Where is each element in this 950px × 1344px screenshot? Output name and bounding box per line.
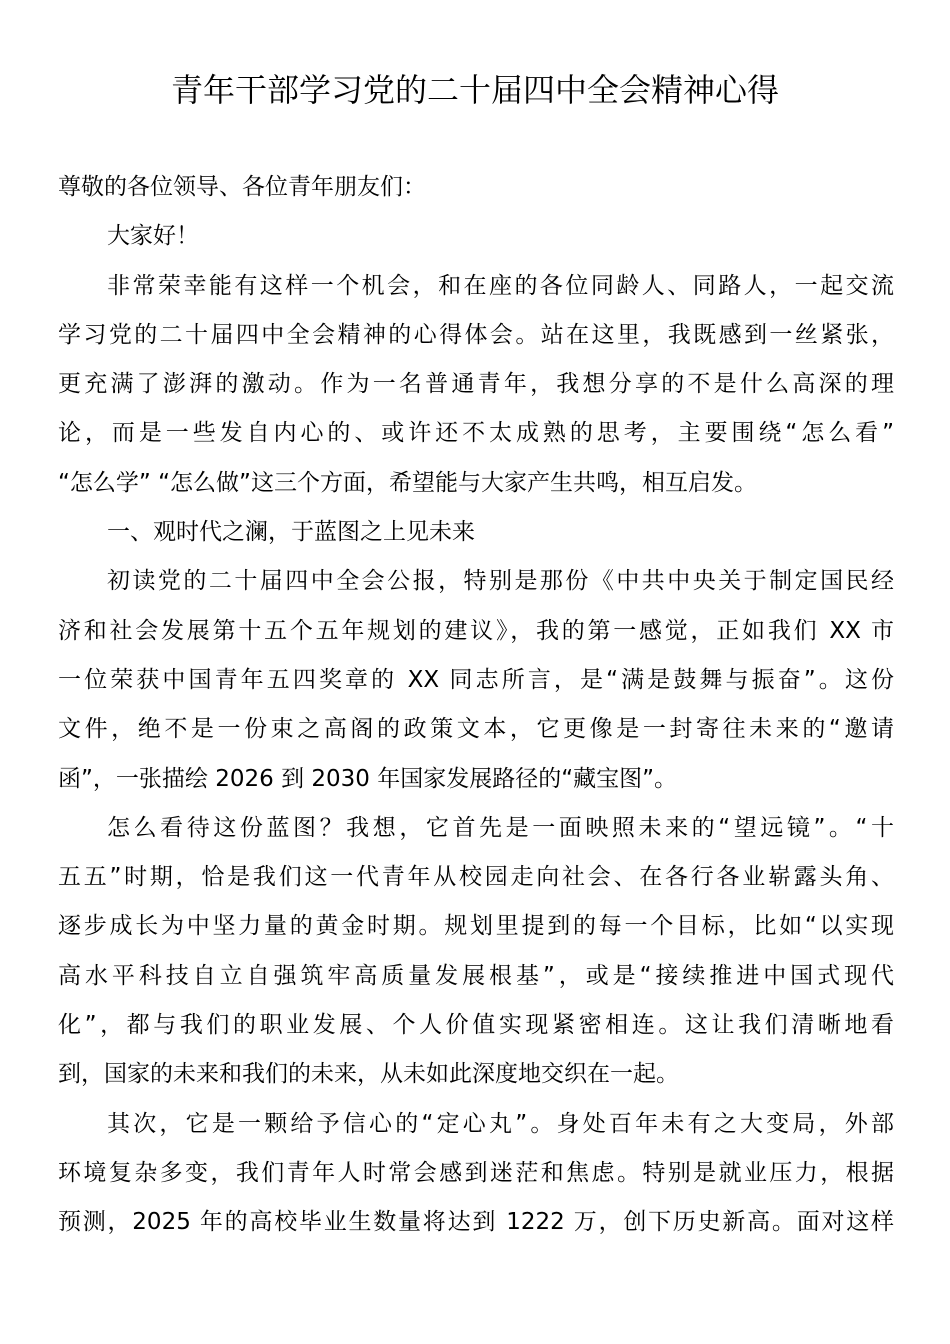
paragraph-line [58, 1198, 894, 1247]
line-text: 到，国家的未来和我们的未来，从未如此深度地交织在一起。 [58, 1061, 679, 1088]
line-text: 高水平科技自立自强筑牢高质量发展根基”，或是“接续推进中国式现代 [58, 962, 894, 989]
greeting-line [58, 212, 894, 261]
paragraph-line [58, 755, 894, 804]
line-text: 大家好！ [107, 223, 199, 250]
line-text: 非常荣幸能有这样一个机会，和在座的各位同龄人、同路人，一起交流 [107, 272, 894, 299]
line-text: 一、观时代之澜，于蓝图之上见未来 [107, 519, 475, 546]
line-text: 文件，绝不是一份束之高阁的政策文本，它更像是一封寄往未来的“邀请 [58, 716, 894, 743]
line-text: 学习党的二十届四中全会精神的心得体会。站在这里，我既感到一丝紧张， [58, 321, 894, 348]
paragraph-line [58, 409, 894, 458]
line-text: 环境复杂多变，我们青年人时常会感到迷茫和焦虑。特别是就业压力，根据 [58, 1159, 894, 1186]
line-text: 其次，它是一颗给予信心的“定心丸”。身处百年未有之大变局，外部 [107, 1110, 894, 1137]
salutation-line [58, 163, 894, 212]
paragraph-line [58, 1050, 894, 1099]
paragraph-line [58, 1001, 894, 1050]
document-title: 青年干部学习党的二十届四中全会精神心得 [170, 71, 779, 109]
line-text: 化”，都与我们的职业发展、个人价值实现紧密相连。这让我们清晰地看 [58, 1012, 894, 1039]
paragraph-line [58, 459, 894, 508]
paragraph-line [58, 1149, 894, 1198]
line-text: “怎么学” “怎么做”这三个方面，希望能与大家产生共鸣，相互启发。 [58, 469, 757, 496]
paragraph-line [58, 804, 894, 853]
paragraph-line [58, 262, 894, 311]
paragraph-line [58, 902, 894, 951]
paragraph-line [58, 360, 894, 409]
line-text: 五五”时期，恰是我们这一代青年从校园走向社会、在各行各业崭露头角、 [58, 864, 894, 891]
section-heading [58, 508, 894, 557]
line-text: 函”，一张描绘 2026 到 2030 年国家发展路径的“藏宝图”。 [58, 765, 678, 792]
paragraph-line [58, 853, 894, 902]
line-text: 预测，2025 年的高校毕业生数量将达到 1222 万，创下历史新高。面对这样 [58, 1209, 894, 1236]
paragraph-line [58, 656, 894, 705]
line-text: 尊敬的各位领导、各位青年朋友们： [58, 174, 426, 200]
paragraph-line [58, 557, 894, 606]
line-text: 济和社会发展第十五个五年规划的建议》，我的第一感觉，正如我们 XX 市 [58, 617, 894, 644]
paragraph-line [58, 607, 894, 656]
line-text: 一位荣获中国青年五四奖章的 XX 同志所言，是“满是鼓舞与振奋”。这份 [58, 666, 894, 693]
paragraph-line [58, 1100, 894, 1149]
line-text: 论，而是一些发自内心的、或许还不太成熟的思考，主要围绕“怎么看” [58, 420, 894, 447]
document-body [58, 163, 894, 1248]
line-text: 初读党的二十届四中全会公报，特别是那份《中共中央关于制定国民经 [107, 568, 894, 595]
line-text: 逐步成长为中坚力量的黄金时期。规划里提到的每一个目标，比如“以实现 [58, 913, 894, 940]
line-text: 更充满了澎湃的激动。作为一名普通青年，我想分享的不是什么高深的理 [58, 371, 894, 398]
paragraph-line [58, 952, 894, 1001]
paragraph-line [58, 705, 894, 754]
line-text: 怎么看待这份蓝图？我想，它首先是一面映照未来的“望远镜”。“十 [107, 814, 894, 841]
paragraph-line [58, 311, 894, 360]
